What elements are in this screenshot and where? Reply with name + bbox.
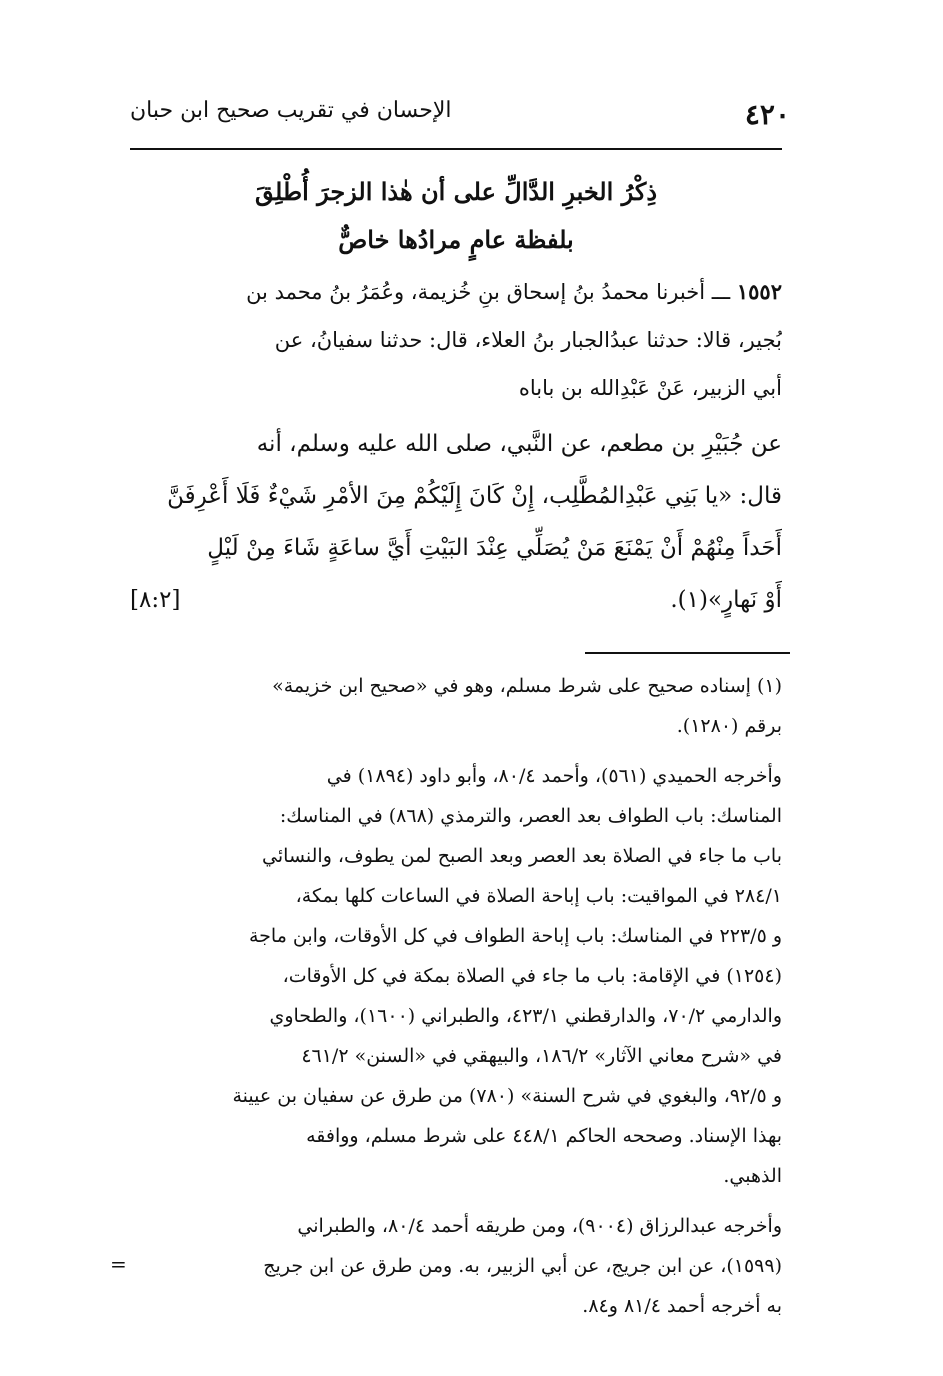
footnote-line: الذهبي. <box>723 1165 782 1187</box>
chapter-heading <box>130 168 782 264</box>
page-header <box>130 92 790 140</box>
isnad-line: بُجير، قالا: حدثنا عبدُالجبار بنُ العلاء، قال: حدثنا سفيانُ، عن <box>274 328 782 352</box>
footnotes <box>130 666 782 1326</box>
matn-line: عن جُبَيْرِ بن مطعم، عن النَّبي، صلى الله عليه وسلم، أنه <box>256 431 782 457</box>
footnote-line: والدارمي ٧٠/٢، والدارقطني ٤٢٣/١، والطبراني (١٦٠٠)، والطحاوي <box>269 1005 782 1027</box>
footnote-line: و ٩٢/٥، والبغوي في شرح السنة» (٧٨٠) من طرق عن سفيان بن عيينة <box>232 1085 782 1107</box>
chapter-heading-line: بلفظة عامٍ مرادُها خاصٌّ <box>338 225 574 254</box>
matn-line: قال: «يا بَنِي عَبْدِالمُطَّلِب، إِنْ كَانَ إِلَيْكُمْ مِنَ الأمْرِ شَيْءٌ فَلَا أَعْرِفَنَّ <box>167 483 782 509</box>
footnote-line: (١) إسناده صحيح على شرط مسلم، وهو في «صحيح ابن خزيمة» <box>272 675 782 697</box>
footnote-line: المناسك: باب الطواف بعد العصر، والترمذي (٨٦٨) في المناسك: <box>279 805 782 827</box>
isnad-text: ـــ أخبرنا محمدُ بنُ إسحاق بنِ خُزيمة، وعُمَرُ بنُ محمد بن <box>246 280 731 304</box>
footnote-line: في «شرح معاني الآثار» ١٨٦/٢، والبيهقي في «السنن» ٤٦١/٢ <box>301 1045 782 1067</box>
footnote-line: وأخرجه عبدالرزاق (٩٠٠٤)، ومن طريقه أحمد ٨٠/٤، والطبراني <box>297 1215 782 1237</box>
running-title: الإحسان في تقريب صحيح ابن حبان <box>130 98 452 123</box>
continuation-marker: = <box>110 1252 127 1276</box>
hadith-matn <box>130 418 782 626</box>
hadith-reference: [٨:٢] <box>130 587 181 613</box>
footnote-line: و ٢٢٣/٥ في المناسك: باب إباحة الطواف في كل الأوقات، وابن ماجة <box>248 925 782 947</box>
matn-text: أَوْ نَهارٍ»(١). <box>670 587 782 613</box>
chapter-heading-line: ذِكْرُ الخبرِ الدَّالِّ على أن هٰذا الزجرَ أُطْلِقَ <box>255 177 657 206</box>
hadith-number: ١٥٥٢ <box>736 279 782 304</box>
footnote-line: ٢٨٤/١ في المواقيت: باب إباحة الصلاة في الساعات كلها بمكة، <box>295 885 782 907</box>
isnad-line: أبي الزبير، عَنْ عَبْدِالله بن باباه <box>518 376 782 400</box>
hadith-isnad <box>130 268 782 412</box>
matn-line <box>130 574 782 626</box>
footnote-rule <box>585 652 790 654</box>
footnote-line: وأخرجه الحميدي (٥٦١)، وأحمد ٨٠/٤، وأبو داود (١٨٩٤) في <box>326 765 782 787</box>
isnad-line <box>130 268 782 316</box>
footnote-line: (١٥٩٩)، عن ابن جريج، عن أبي الزبير، به. ومن طرق عن ابن جريج <box>263 1255 782 1277</box>
footnote-line: به أخرجه أحمد ٨١/٤ و٨٤. <box>582 1295 782 1317</box>
footnote-line: برقم (١٢٨٠). <box>676 715 782 737</box>
footnote-line: (١٢٥٤) في الإقامة: باب ما جاء في الصلاة بمكة في كل الأوقات، <box>282 965 782 987</box>
header-rule <box>130 148 782 150</box>
footnote-line: باب ما جاء في الصلاة بعد العصر وبعد الصبح لمن يطوف، والنسائي <box>262 845 782 867</box>
footnote-line: بهذا الإسناد. وصححه الحاكم ٤٤٨/١ على شرط مسلم، ووافقه <box>306 1125 782 1147</box>
matn-line: أَحَداً مِنْهُمْ أَنْ يَمْنَعَ مَنْ يُصَلِّي عِنْدَ البَيْتِ أَيَّ ساعَةٍ شَاءَ مِنْ لَيْلٍ <box>207 535 782 561</box>
page-number: ٤٢٠ <box>744 98 790 131</box>
